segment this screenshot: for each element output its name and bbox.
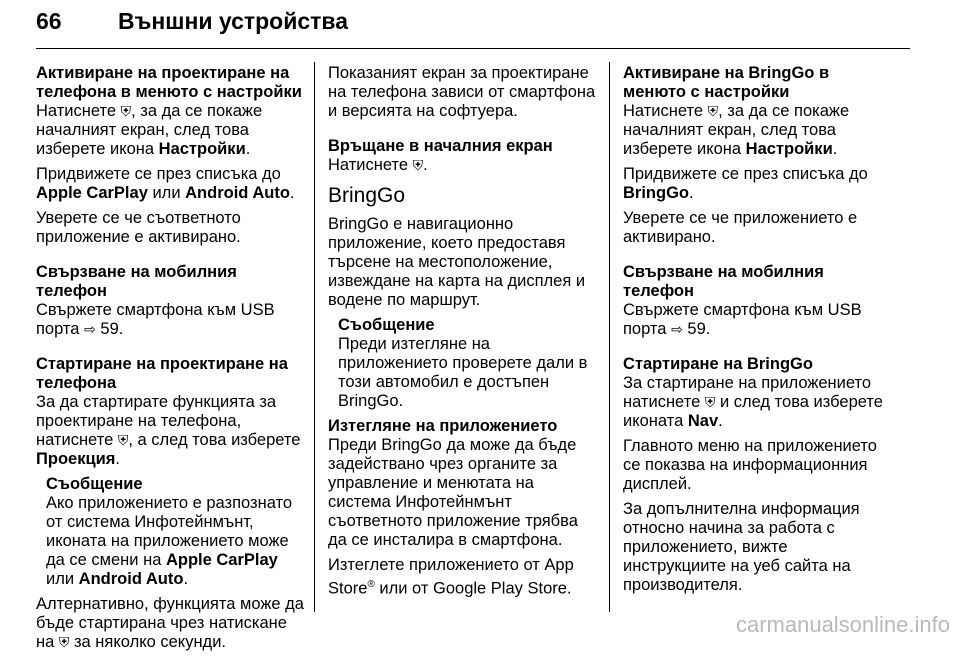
page-ref: 59. bbox=[100, 320, 124, 338]
text: За да стартирате функцията за проектиране на телефона, натиснете bbox=[36, 393, 277, 449]
paragraph bbox=[623, 301, 895, 339]
paragraph: Уверете се че приложението е активирано. bbox=[623, 209, 858, 246]
home-icon: ⛨ bbox=[707, 103, 719, 119]
text: Натиснете bbox=[328, 156, 409, 174]
home-icon: ⛨ bbox=[117, 432, 129, 448]
text: Изтеглете приложението от App Store bbox=[328, 556, 574, 598]
paragraph bbox=[328, 156, 596, 175]
text: . bbox=[423, 156, 428, 174]
text: , за да се покаже началният екран, след това изберете икона bbox=[36, 102, 263, 158]
text: . bbox=[689, 184, 694, 202]
apple-carplay-label: Apple CarPlay bbox=[165, 551, 278, 569]
paragraph: За допълнителна информация относно начина за работа с приложението, вижте инструкциите на уеб сайта на производителя. bbox=[623, 500, 860, 594]
text: . bbox=[245, 140, 251, 158]
text: . bbox=[832, 140, 838, 158]
header-rule bbox=[36, 48, 910, 49]
text: . bbox=[718, 412, 723, 430]
page-header bbox=[36, 8, 348, 44]
text: . bbox=[115, 450, 120, 468]
text: За стартиране на приложението натиснете bbox=[623, 374, 872, 411]
paragraph: Главното меню на приложението се показва на информационния дисплей. bbox=[623, 437, 877, 493]
heading-connect-phone: Свързване на мобилния телефон bbox=[36, 263, 237, 300]
home-icon: ⛨ bbox=[704, 394, 716, 410]
home-icon: ⛨ bbox=[412, 157, 424, 173]
text: или bbox=[152, 184, 181, 202]
paragraph: BringGo е навигационно приложение, което предоставя търсене на местоположение, извеждане на карта на дисплея и водене по маршрут. bbox=[328, 215, 586, 309]
text: Натиснете bbox=[623, 102, 704, 120]
note-heading: Съобщение bbox=[338, 316, 435, 334]
text: и след това изберете иконата bbox=[623, 393, 883, 430]
paragraph: Уверете се че съответното приложение е активирано. bbox=[36, 209, 241, 246]
paragraph bbox=[328, 556, 596, 599]
note-box bbox=[328, 316, 596, 411]
android-auto-label: Android Auto bbox=[185, 184, 290, 202]
column-3 bbox=[623, 64, 895, 601]
text: Алтернативно, функцията може да бъде стартирана чрез натискане на bbox=[36, 595, 304, 651]
column-divider-1 bbox=[314, 62, 315, 612]
text: , а след това изберете bbox=[128, 431, 301, 449]
column-divider-2 bbox=[609, 62, 610, 612]
apple-carplay-label: Apple CarPlay bbox=[36, 184, 148, 202]
page-ref: 59. bbox=[687, 320, 711, 338]
text: или от Google Play Store. bbox=[379, 579, 572, 598]
paragraph bbox=[623, 165, 895, 203]
watermark: carmanualsonline.info bbox=[735, 612, 950, 637]
note-heading: Съобщение bbox=[46, 475, 143, 493]
home-icon: ⛨ bbox=[120, 103, 132, 119]
android-auto-label: Android Auto bbox=[78, 570, 184, 588]
registered-mark: ® bbox=[367, 579, 375, 590]
heading-activate-bringgo: Активиране на BringGo в менюто с настройки bbox=[623, 64, 830, 101]
text: Ако приложението е разпознато от система Инфотейнмънт, иконата на приложението може да се смени на bbox=[46, 494, 293, 569]
page-ref-arrow-icon: ⇨ bbox=[84, 321, 96, 337]
text: Свържете смартфона към USB порта bbox=[623, 301, 862, 338]
section-title-bringgo: BringGo bbox=[328, 184, 406, 207]
text: . bbox=[183, 570, 189, 588]
heading-activate-projection: Активиране на проектиране на телефона в менюто с настройки bbox=[36, 64, 302, 101]
paragraph bbox=[36, 102, 304, 159]
paragraph bbox=[36, 595, 304, 652]
note-text bbox=[46, 494, 304, 589]
paragraph bbox=[623, 102, 895, 159]
text: , за да се покаже началният екран, след това изберете икона bbox=[623, 102, 850, 158]
heading-connect-phone: Свързване на мобилния телефон bbox=[623, 263, 824, 300]
bringgo-label: BringGo bbox=[623, 184, 689, 202]
nav-label: Nav bbox=[687, 412, 719, 430]
settings-label: Настройки bbox=[745, 140, 833, 158]
column-2 bbox=[328, 64, 596, 605]
heading-return-home: Връщане в началния екран bbox=[328, 137, 553, 155]
heading-download-app: Изтегляне на приложението bbox=[328, 417, 558, 435]
text: или bbox=[46, 570, 75, 588]
note-box bbox=[36, 475, 304, 589]
text: Придвижете се през списъка до bbox=[36, 165, 281, 183]
column-1 bbox=[36, 64, 304, 658]
home-icon: ⛨ bbox=[58, 634, 70, 650]
settings-label: Настройки bbox=[158, 140, 246, 158]
text: Натиснете bbox=[36, 102, 117, 120]
text: . bbox=[289, 184, 295, 202]
paragraph bbox=[36, 301, 304, 339]
paragraph bbox=[623, 374, 895, 431]
text: Придвижете се през списъка до bbox=[623, 165, 868, 183]
page-title: Външни устройства bbox=[118, 8, 349, 34]
projection-label: Проекция bbox=[36, 450, 116, 468]
text: за няколко секунди. bbox=[73, 633, 226, 651]
text: Свържете смартфона към USB порта bbox=[36, 301, 275, 338]
paragraph bbox=[36, 165, 304, 203]
paragraph: Показаният екран за проектиране на телефона зависи от смартфона и версията на софтуера. bbox=[328, 64, 596, 120]
heading-start-bringgo: Стартиране на BringGo bbox=[623, 355, 813, 373]
paragraph: Преди BringGo да може да бъде задействано чрез органите за управление и менютата на система Инфотейнмънт съответното приложение трябва да се инсталира в смартфона. bbox=[328, 436, 578, 549]
page-number: 66 bbox=[36, 8, 62, 34]
heading-start-projection: Стартиране на проектиране на телефона bbox=[36, 355, 288, 392]
page-ref-arrow-icon: ⇨ bbox=[671, 321, 683, 337]
note-text: Преди изтегляне на приложението проверете дали в този автомобил е достъпен BringGo. bbox=[338, 335, 588, 410]
paragraph bbox=[36, 393, 304, 469]
